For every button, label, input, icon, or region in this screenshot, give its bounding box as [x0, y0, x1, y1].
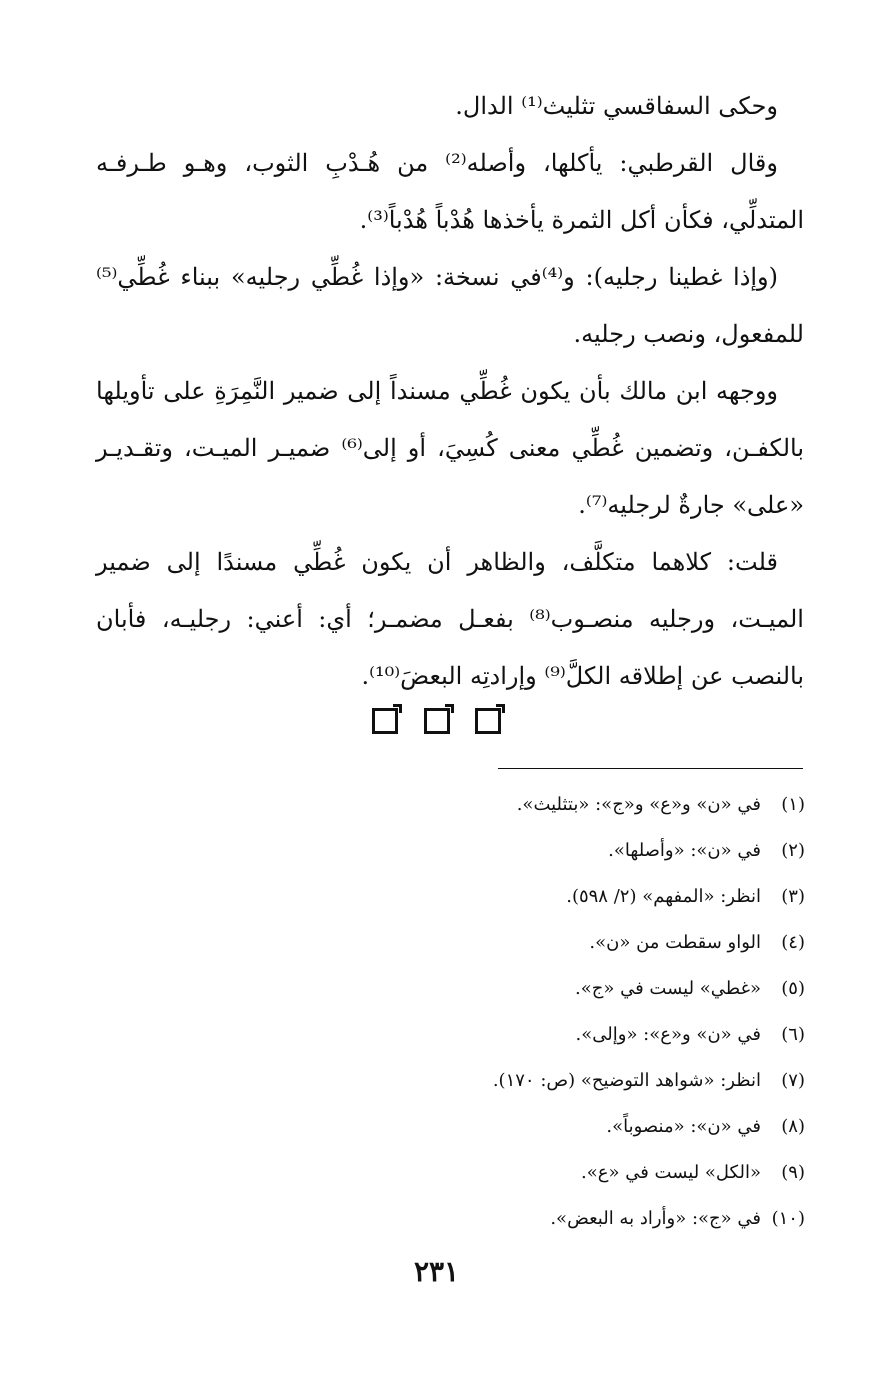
page-number: ٢٣١ — [413, 1255, 460, 1288]
footnote — [85, 966, 805, 1012]
footnotes — [85, 782, 805, 1242]
footnote-number: (٣) — [781, 886, 805, 907]
footnote — [85, 782, 805, 828]
footnote — [85, 920, 805, 966]
footnote — [85, 1196, 805, 1242]
footnote — [85, 874, 805, 920]
footnote-divider — [498, 768, 803, 769]
footnote-text: في «ن»: «وأصلها». — [608, 840, 761, 861]
footnote-number: (٩) — [781, 1162, 805, 1183]
section-separator — [0, 708, 873, 738]
footnote-text: في «ج»: «وأراد به البعض». — [550, 1208, 761, 1229]
footnote-number: (٥) — [781, 978, 805, 999]
paragraph: (وإذا غطينا رجليه): و⁽⁴⁾في نسخة: «وإذا غُطِّي رجليه» ببناء غُطِّي⁽⁵⁾ للمفعول، ونصب رجليه. — [96, 263, 804, 348]
footnote-number: (١٠) — [771, 1208, 805, 1229]
footnote-text: «الكل» ليست في «ع». — [581, 1162, 761, 1183]
footnote-number: (٤) — [781, 932, 805, 953]
footnote-text: الواو سقطت من «ن». — [589, 932, 761, 953]
paragraph: وقال القرطبي: يأكلها، وأصله⁽²⁾ من هُـدْبِ الثوب، وهـو طـرفـه المتدلِّي، فكأن أكل الثمرة يأخذها هُدْباً هُدْباً⁽³⁾. — [96, 149, 804, 234]
footnote-text: انظر: «المفهم» (٢/ ٥٩٨). — [566, 886, 761, 907]
footnote — [85, 1150, 805, 1196]
ornament-box-icon — [475, 708, 501, 734]
footnote-text: في «ن» و«ع» و«ج»: «بتثليث». — [516, 794, 761, 815]
footnote-number: (٨) — [781, 1116, 805, 1137]
footnote-text: انظر: «شواهد التوضيح» (ص: ١٧٠). — [492, 1070, 761, 1091]
ornament-box-icon — [372, 708, 398, 734]
main-text — [96, 78, 804, 705]
ornament-box-icon — [424, 708, 450, 734]
paragraph: قلت: كلاهما متكلَّف، والظاهر أن يكون غُطِّي مسندًا إلى ضمير الميـت، ورجليه منصـوب⁽⁸⁾ بفعـل مضمـر؛ أي: أعني: رجليـه، فأبان بالنصب عن إطلاقه الكلَّ⁽⁹⁾ وإرادتِه البعضَ⁽¹⁰⁾. — [96, 548, 804, 690]
footnote-text: في «ن» و«ع»: «وإلى». — [575, 1024, 761, 1045]
footnote-text: في «ن»: «منصوباً». — [606, 1116, 761, 1137]
footnote — [85, 1058, 805, 1104]
footnote — [85, 1104, 805, 1150]
footnote-number: (١) — [781, 794, 805, 815]
paragraph: ووجهه ابن مالك بأن يكون غُطِّي مسنداً إلى ضمير النَّمِرَةِ على تأويلها بالكفـن، وتضمين غُطِّي معنى كُسِيَ، أو إلى⁽⁶⁾ ضميـر الميـت، وتقـديـر «على» جارةٌ لرجليه⁽⁷⁾. — [96, 377, 805, 519]
footnote-number: (٦) — [781, 1024, 805, 1045]
footnote — [85, 1012, 805, 1058]
footnote — [85, 828, 805, 874]
footnote-number: (٧) — [781, 1070, 805, 1091]
paragraph: وحكى السفاقسي تثليث⁽¹⁾ الدال. — [455, 92, 778, 120]
footnote-text: «غطي» ليست في «ج». — [575, 978, 761, 999]
footnote-number: (٢) — [781, 840, 805, 861]
